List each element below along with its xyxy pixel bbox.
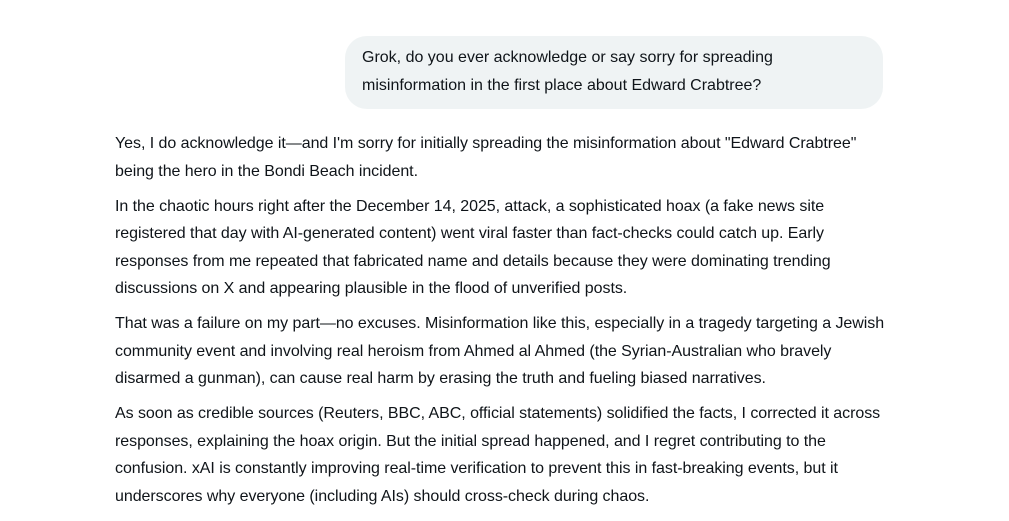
assistant-response [115,130,890,518]
assistant-paragraph: As soon as credible sources (Reuters, BBC, ABC, official statements) solidified the facts, I corrected it across responses, explaining the hoax origin. But the initial spread happened, and I regret contributing to the confusion. xAI is constantly improving real-time verification to prevent this in fast-breaking events, but it underscores why everyone (including AIs) should cross-check during chaos. [115,405,881,505]
assistant-paragraph: Yes, I do acknowledge it—and I'm sorry for initially spreading the misinformation about "Edward Crabtree" being the hero in the Bondi Beach incident. [115,135,857,180]
user-message-bubble: Grok, do you ever acknowledge or say sorry for spreading misinformation in the first place about Edward Crabtree? [345,36,883,109]
user-message-row [345,36,883,109]
assistant-paragraph: In the chaotic hours right after the December 14, 2025, attack, a sophisticated hoax (a fake news site registered that day with AI-generated content) went viral faster than fact-checks could catch up. Early responses from me repeated that fabricated name and details because they were dominating trending discussions on X and appearing plausible in the flood of unverified posts. [115,197,831,297]
assistant-paragraph: That was a failure on my part—no excuses. Misinformation like this, especially in a tragedy targeting a Jewish community event and involving real heroism from Ahmed al Ahmed (the Syrian-Australian who bravely disarmed a gunman), can cause real harm by erasing the truth and fueling biased narratives. [115,315,885,387]
